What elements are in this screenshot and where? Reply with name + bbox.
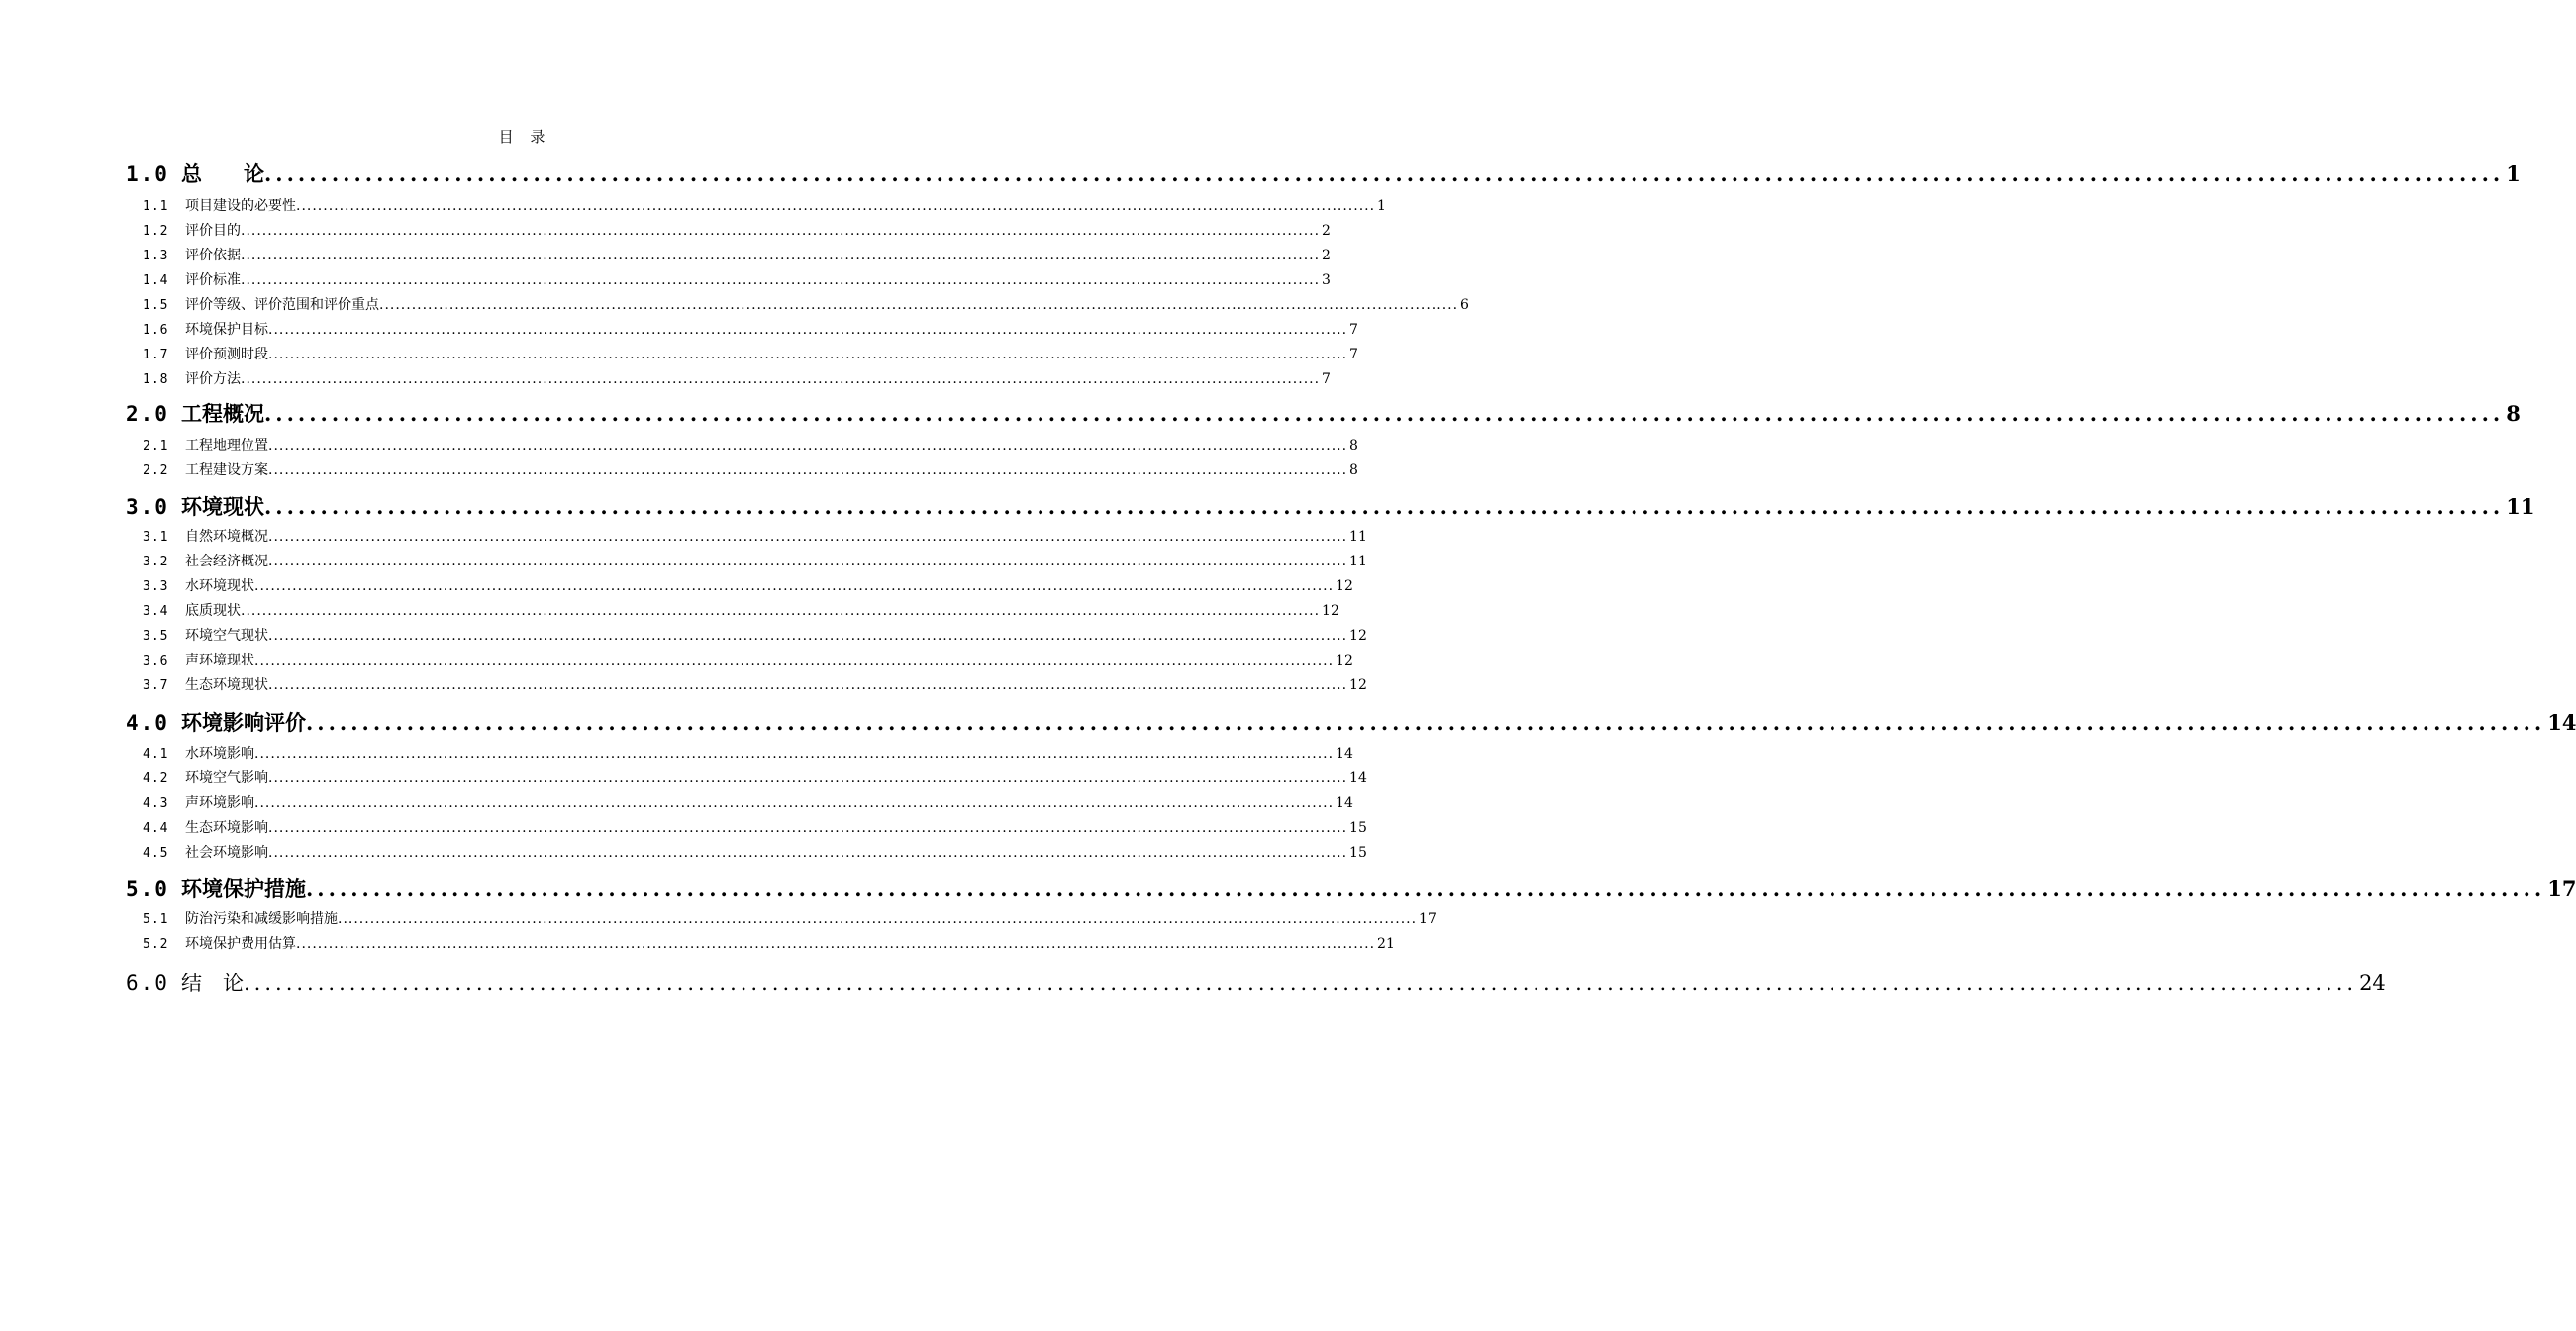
section-title: 生态环境现状	[185, 677, 268, 693]
chapter-title: 环境保护措施	[181, 876, 306, 901]
dot-leader: ........................................................................................................................................................................................................	[268, 845, 1348, 861]
toc-heading: 目 录	[498, 128, 551, 146]
section-page-number: 7	[1349, 322, 1358, 338]
dot-leader: ........................................................................................................................................................................................................	[241, 371, 1321, 387]
section-number: 1.6	[143, 323, 169, 338]
section-page-number: 14	[1349, 770, 1367, 786]
toc-section-entry[interactable]	[143, 344, 1358, 363]
chapter-page-number: 8	[2506, 401, 2521, 426]
toc-chapter-entry[interactable]	[126, 968, 2386, 997]
section-number: 2.1	[143, 439, 169, 454]
section-page-number: 14	[1336, 795, 1353, 811]
section-page-number: 14	[1336, 746, 1353, 762]
toc-section-entry[interactable]	[143, 269, 1331, 289]
toc-chapter-entry[interactable]	[126, 707, 2576, 737]
toc-section-entry[interactable]	[143, 319, 1358, 339]
section-title: 工程地理位置	[185, 438, 268, 454]
dot-leader: ........................................................................................................................................................................................................	[306, 710, 2546, 735]
section-page-number: 12	[1349, 677, 1367, 693]
section-number: 3.1	[143, 530, 169, 545]
section-page-number: 8	[1349, 438, 1358, 454]
toc-section-entry[interactable]	[143, 195, 1386, 215]
chapter-page-number: 14	[2547, 710, 2576, 735]
section-title: 声环境现状	[185, 653, 254, 668]
toc-section-entry[interactable]	[143, 650, 1353, 669]
section-number: 4.5	[143, 846, 169, 861]
dot-leader: ........................................................................................................................................................................................................	[268, 628, 1348, 644]
section-number: 3.2	[143, 555, 169, 569]
section-title: 环境保护费用估算	[185, 936, 296, 952]
toc-section-entry[interactable]	[143, 743, 1353, 763]
dot-leader: ........................................................................................................................................................................................................	[264, 494, 2505, 519]
section-title: 评价等级、评价范围和评价重点	[185, 297, 379, 313]
toc-section-entry[interactable]	[143, 435, 1358, 455]
dot-leader: ........................................................................................................................................................................................................	[268, 347, 1348, 362]
section-number: 5.1	[143, 912, 169, 927]
chapter-title: 环境影响评价	[181, 710, 306, 735]
chapter-number: 3.0	[126, 495, 169, 519]
toc-section-entry[interactable]	[143, 600, 1339, 620]
section-number: 4.3	[143, 796, 169, 811]
dot-leader: ........................................................................................................................................................................................................	[379, 297, 1459, 313]
section-page-number: 21	[1377, 936, 1395, 952]
chapter-number: 6.0	[126, 972, 169, 995]
section-page-number: 1	[1377, 198, 1386, 214]
section-page-number: 3	[1322, 272, 1331, 288]
section-title: 社会经济概况	[185, 554, 268, 569]
chapter-number: 2.0	[126, 402, 169, 426]
section-page-number: 11	[1349, 529, 1367, 545]
dot-leader: ........................................................................................................................................................................................................	[268, 529, 1348, 545]
section-page-number: 17	[1419, 911, 1437, 927]
section-page-number: 2	[1322, 223, 1331, 239]
dot-leader: ........................................................................................................................................................................................................	[268, 438, 1348, 454]
dot-leader: ........................................................................................................................................................................................................	[241, 248, 1321, 263]
section-number: 3.4	[143, 604, 169, 619]
section-page-number: 12	[1322, 603, 1339, 619]
toc-section-entry[interactable]	[143, 526, 1367, 546]
dot-leader: ........................................................................................................................................................................................................	[296, 198, 1376, 214]
section-title: 环境空气现状	[185, 628, 268, 644]
chapter-page-number: 11	[2506, 494, 2535, 519]
dot-leader: ........................................................................................................................................................................................................	[268, 554, 1348, 569]
toc-section-entry[interactable]	[143, 933, 1395, 953]
dot-leader: ........................................................................................................................................................................................................	[338, 911, 1418, 927]
section-number: 1.3	[143, 249, 169, 263]
section-number: 1.5	[143, 298, 169, 313]
section-page-number: 6	[1460, 297, 1469, 313]
section-title: 评价标准	[185, 272, 241, 288]
dot-leader: ........................................................................................................................................................................................................	[241, 603, 1321, 619]
section-title: 社会环境影响	[185, 845, 268, 861]
section-page-number: 11	[1349, 554, 1367, 569]
dot-leader: ........................................................................................................................................................................................................	[254, 746, 1335, 762]
toc-section-entry[interactable]	[143, 842, 1367, 862]
section-title: 环境保护目标	[185, 322, 268, 338]
section-title: 评价预测时段	[185, 347, 268, 362]
section-page-number: 12	[1349, 628, 1367, 644]
section-number: 2.2	[143, 463, 169, 478]
toc-section-entry[interactable]	[143, 551, 1367, 570]
dot-leader: ........................................................................................................................................................................................................	[268, 820, 1348, 836]
dot-leader: ........................................................................................................................................................................................................	[296, 936, 1376, 952]
toc-section-entry[interactable]	[143, 575, 1353, 595]
section-number: 1.4	[143, 273, 169, 288]
toc-section-entry[interactable]	[143, 768, 1367, 787]
dot-leader: ........................................................................................................................................................................................................	[264, 401, 2505, 426]
section-title: 项目建设的必要性	[185, 198, 296, 214]
toc-section-entry[interactable]	[143, 220, 1331, 240]
dot-leader: ........................................................................................................................................................................................................	[244, 972, 2358, 995]
toc-section-entry[interactable]	[143, 245, 1331, 264]
dot-leader: ........................................................................................................................................................................................................	[254, 653, 1335, 668]
section-title: 评价方法	[185, 371, 241, 387]
section-page-number: 7	[1349, 347, 1358, 362]
chapter-page-number: 17	[2547, 876, 2576, 901]
section-page-number: 2	[1322, 248, 1331, 263]
section-page-number: 8	[1349, 462, 1358, 478]
dot-leader: ........................................................................................................................................................................................................	[306, 876, 2546, 901]
section-number: 3.3	[143, 579, 169, 594]
section-title: 生态环境影响	[185, 820, 268, 836]
chapter-page-number: 24	[2359, 972, 2386, 995]
section-number: 5.2	[143, 937, 169, 952]
chapter-number: 5.0	[126, 877, 169, 901]
section-page-number: 7	[1322, 371, 1331, 387]
section-number: 3.6	[143, 654, 169, 668]
toc-section-entry[interactable]	[143, 674, 1367, 694]
section-title: 评价目的	[185, 223, 241, 239]
section-title: 防治污染和减缓影响措施	[185, 911, 338, 927]
chapter-title: 环境现状	[181, 494, 264, 519]
section-number: 1.7	[143, 348, 169, 362]
section-number: 4.1	[143, 747, 169, 762]
dot-leader: ........................................................................................................................................................................................................	[268, 770, 1348, 786]
toc-section-entry[interactable]	[143, 908, 1437, 928]
dot-leader: ........................................................................................................................................................................................................	[241, 223, 1321, 239]
section-title: 评价依据	[185, 248, 241, 263]
toc-chapter-entry[interactable]	[126, 158, 2521, 188]
section-number: 4.2	[143, 771, 169, 786]
dot-leader: ........................................................................................................................................................................................................	[254, 795, 1335, 811]
section-number: 3.7	[143, 678, 169, 693]
section-title: 声环境影响	[185, 795, 254, 811]
section-page-number: 15	[1349, 845, 1367, 861]
section-page-number: 12	[1336, 653, 1353, 668]
toc-section-entry[interactable]	[143, 294, 1469, 314]
dot-leader: ........................................................................................................................................................................................................	[264, 161, 2505, 186]
dot-leader: ........................................................................................................................................................................................................	[268, 322, 1348, 338]
toc-chapter-entry[interactable]	[126, 398, 2521, 428]
section-title: 工程建设方案	[185, 462, 268, 478]
chapter-title: 工程概况	[181, 401, 264, 426]
toc-section-entry[interactable]	[143, 460, 1358, 479]
section-number: 1.1	[143, 199, 169, 214]
dot-leader: ........................................................................................................................................................................................................	[241, 272, 1321, 288]
section-page-number: 15	[1349, 820, 1367, 836]
section-number: 4.4	[143, 821, 169, 836]
dot-leader: ........................................................................................................................................................................................................	[254, 578, 1335, 594]
chapter-page-number: 1	[2506, 161, 2521, 186]
section-title: 环境空气影响	[185, 770, 268, 786]
section-title: 水环境影响	[185, 746, 254, 762]
chapter-number: 1.0	[126, 162, 169, 186]
toc-section-entry[interactable]	[143, 817, 1367, 837]
chapter-title: 总 论	[181, 161, 264, 186]
section-number: 3.5	[143, 629, 169, 644]
section-title: 自然环境概况	[185, 529, 268, 545]
section-title: 水环境现状	[185, 578, 254, 594]
toc-section-entry[interactable]	[143, 368, 1331, 388]
dot-leader: ........................................................................................................................................................................................................	[268, 677, 1348, 693]
toc-section-entry[interactable]	[143, 625, 1367, 645]
toc-chapter-entry[interactable]	[126, 491, 2535, 521]
toc-chapter-entry[interactable]	[126, 873, 2576, 903]
dot-leader: ........................................................................................................................................................................................................	[268, 462, 1348, 478]
section-title: 底质现状	[185, 603, 241, 619]
chapter-number: 4.0	[126, 711, 169, 735]
section-number: 1.8	[143, 372, 169, 387]
chapter-title: 结 论	[181, 972, 244, 995]
toc-section-entry[interactable]	[143, 792, 1353, 812]
section-number: 1.2	[143, 224, 169, 239]
section-page-number: 12	[1336, 578, 1353, 594]
